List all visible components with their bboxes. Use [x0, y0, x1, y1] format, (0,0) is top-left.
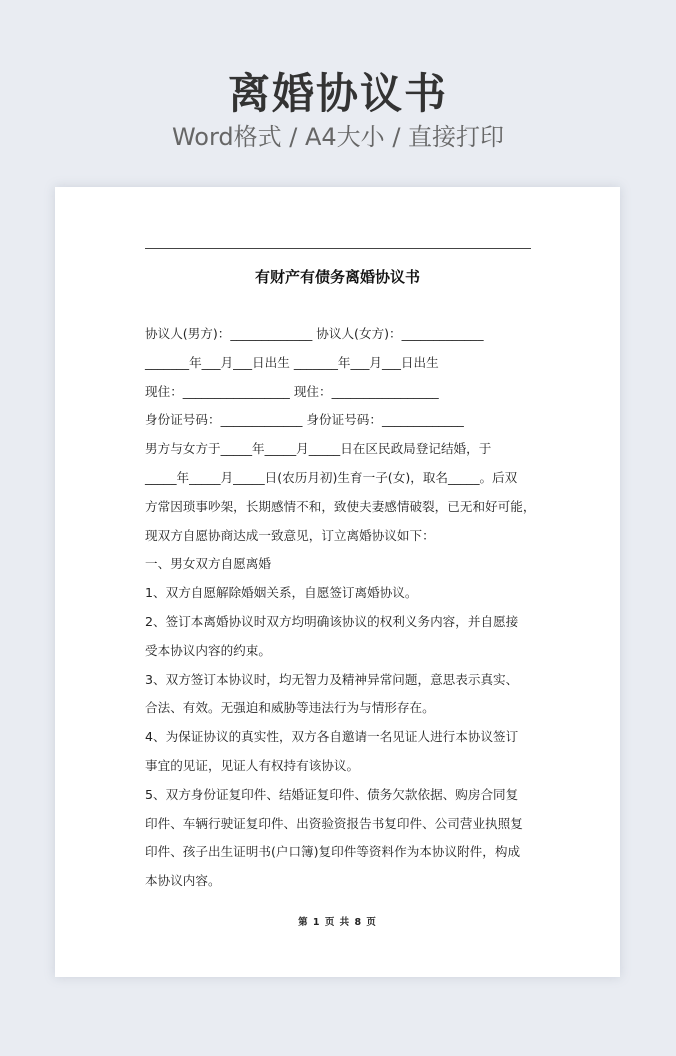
paragraph-line: 男方与女方于_____年_____月_____日在区民政局登记结婚，于 [145, 441, 492, 457]
clause-3: 3、双方签订本协议时，均无智力及精神异常问题，意思表示真实、 [145, 671, 519, 687]
paragraph-line: _____年_____月_____日(农历月初)生育一子(女)，取名_____。后双 [145, 469, 518, 485]
clause-1: 1、双方自愿解除婚姻关系，自愿签订离婚协议。 [145, 585, 418, 601]
clause-2-cont: 受本协议内容的约束。 [145, 642, 271, 658]
clause-4-cont: 事宜的见证，见证人有权持有该协议。 [145, 757, 360, 773]
header-rule [145, 248, 531, 249]
clause-5-cont: 印件、孩子出生证明书(户口簿)复印件等资料作为本协议附件，构成 [145, 844, 521, 860]
hero-title: 离婚协议书 [227, 69, 448, 118]
party-names-line: 协议人(男方)：_____________ 协议人(女方)：_____________ [145, 326, 484, 341]
clause-5-cont: 印件、车辆行驶证复印件、出资验资报告书复印件、公司营业执照复 [145, 815, 523, 831]
clause-5: 5、双方身份证复印件、结婚证复印件、债务欠款依据、购房合同复 [145, 786, 519, 802]
section-heading: 一、男女双方自愿离婚 [145, 556, 271, 572]
document-page [55, 187, 620, 977]
paragraph-line: 方常因琐事吵架，长期感情不和，致使夫妻感情破裂，已无和好可能， [145, 498, 536, 514]
hero-subtitle: Word格式 / A4大小 / 直接打印 [171, 123, 505, 151]
clause-2: 2、签订本离婚协议时双方均明确该协议的权利义务内容，并自愿接 [145, 613, 519, 629]
document-body [145, 320, 535, 896]
page-number: 第 1 页 共 8 页 [298, 917, 377, 928]
paragraph-line: 现双方自愿协商达成一致意见，订立离婚协议如下： [145, 527, 435, 543]
clause-4: 4、为保证协议的真实性，双方各自邀请一名见证人进行本协议签订 [145, 729, 519, 745]
address-line: 现住：_________________ 现住：_________________ [145, 383, 439, 399]
birthdate-line: _______年___月___日出生 _______年___月___日出生 [145, 354, 439, 370]
clause-3-cont: 合法、有效。无强迫和威胁等违法行为与情形存在。 [145, 700, 435, 716]
document-title: 有财产有债务离婚协议书 [254, 268, 420, 286]
id-number-line: 身份证号码：_____________ 身份证号码：_____________ [145, 412, 464, 428]
clause-5-cont: 本协议内容。 [145, 873, 221, 889]
